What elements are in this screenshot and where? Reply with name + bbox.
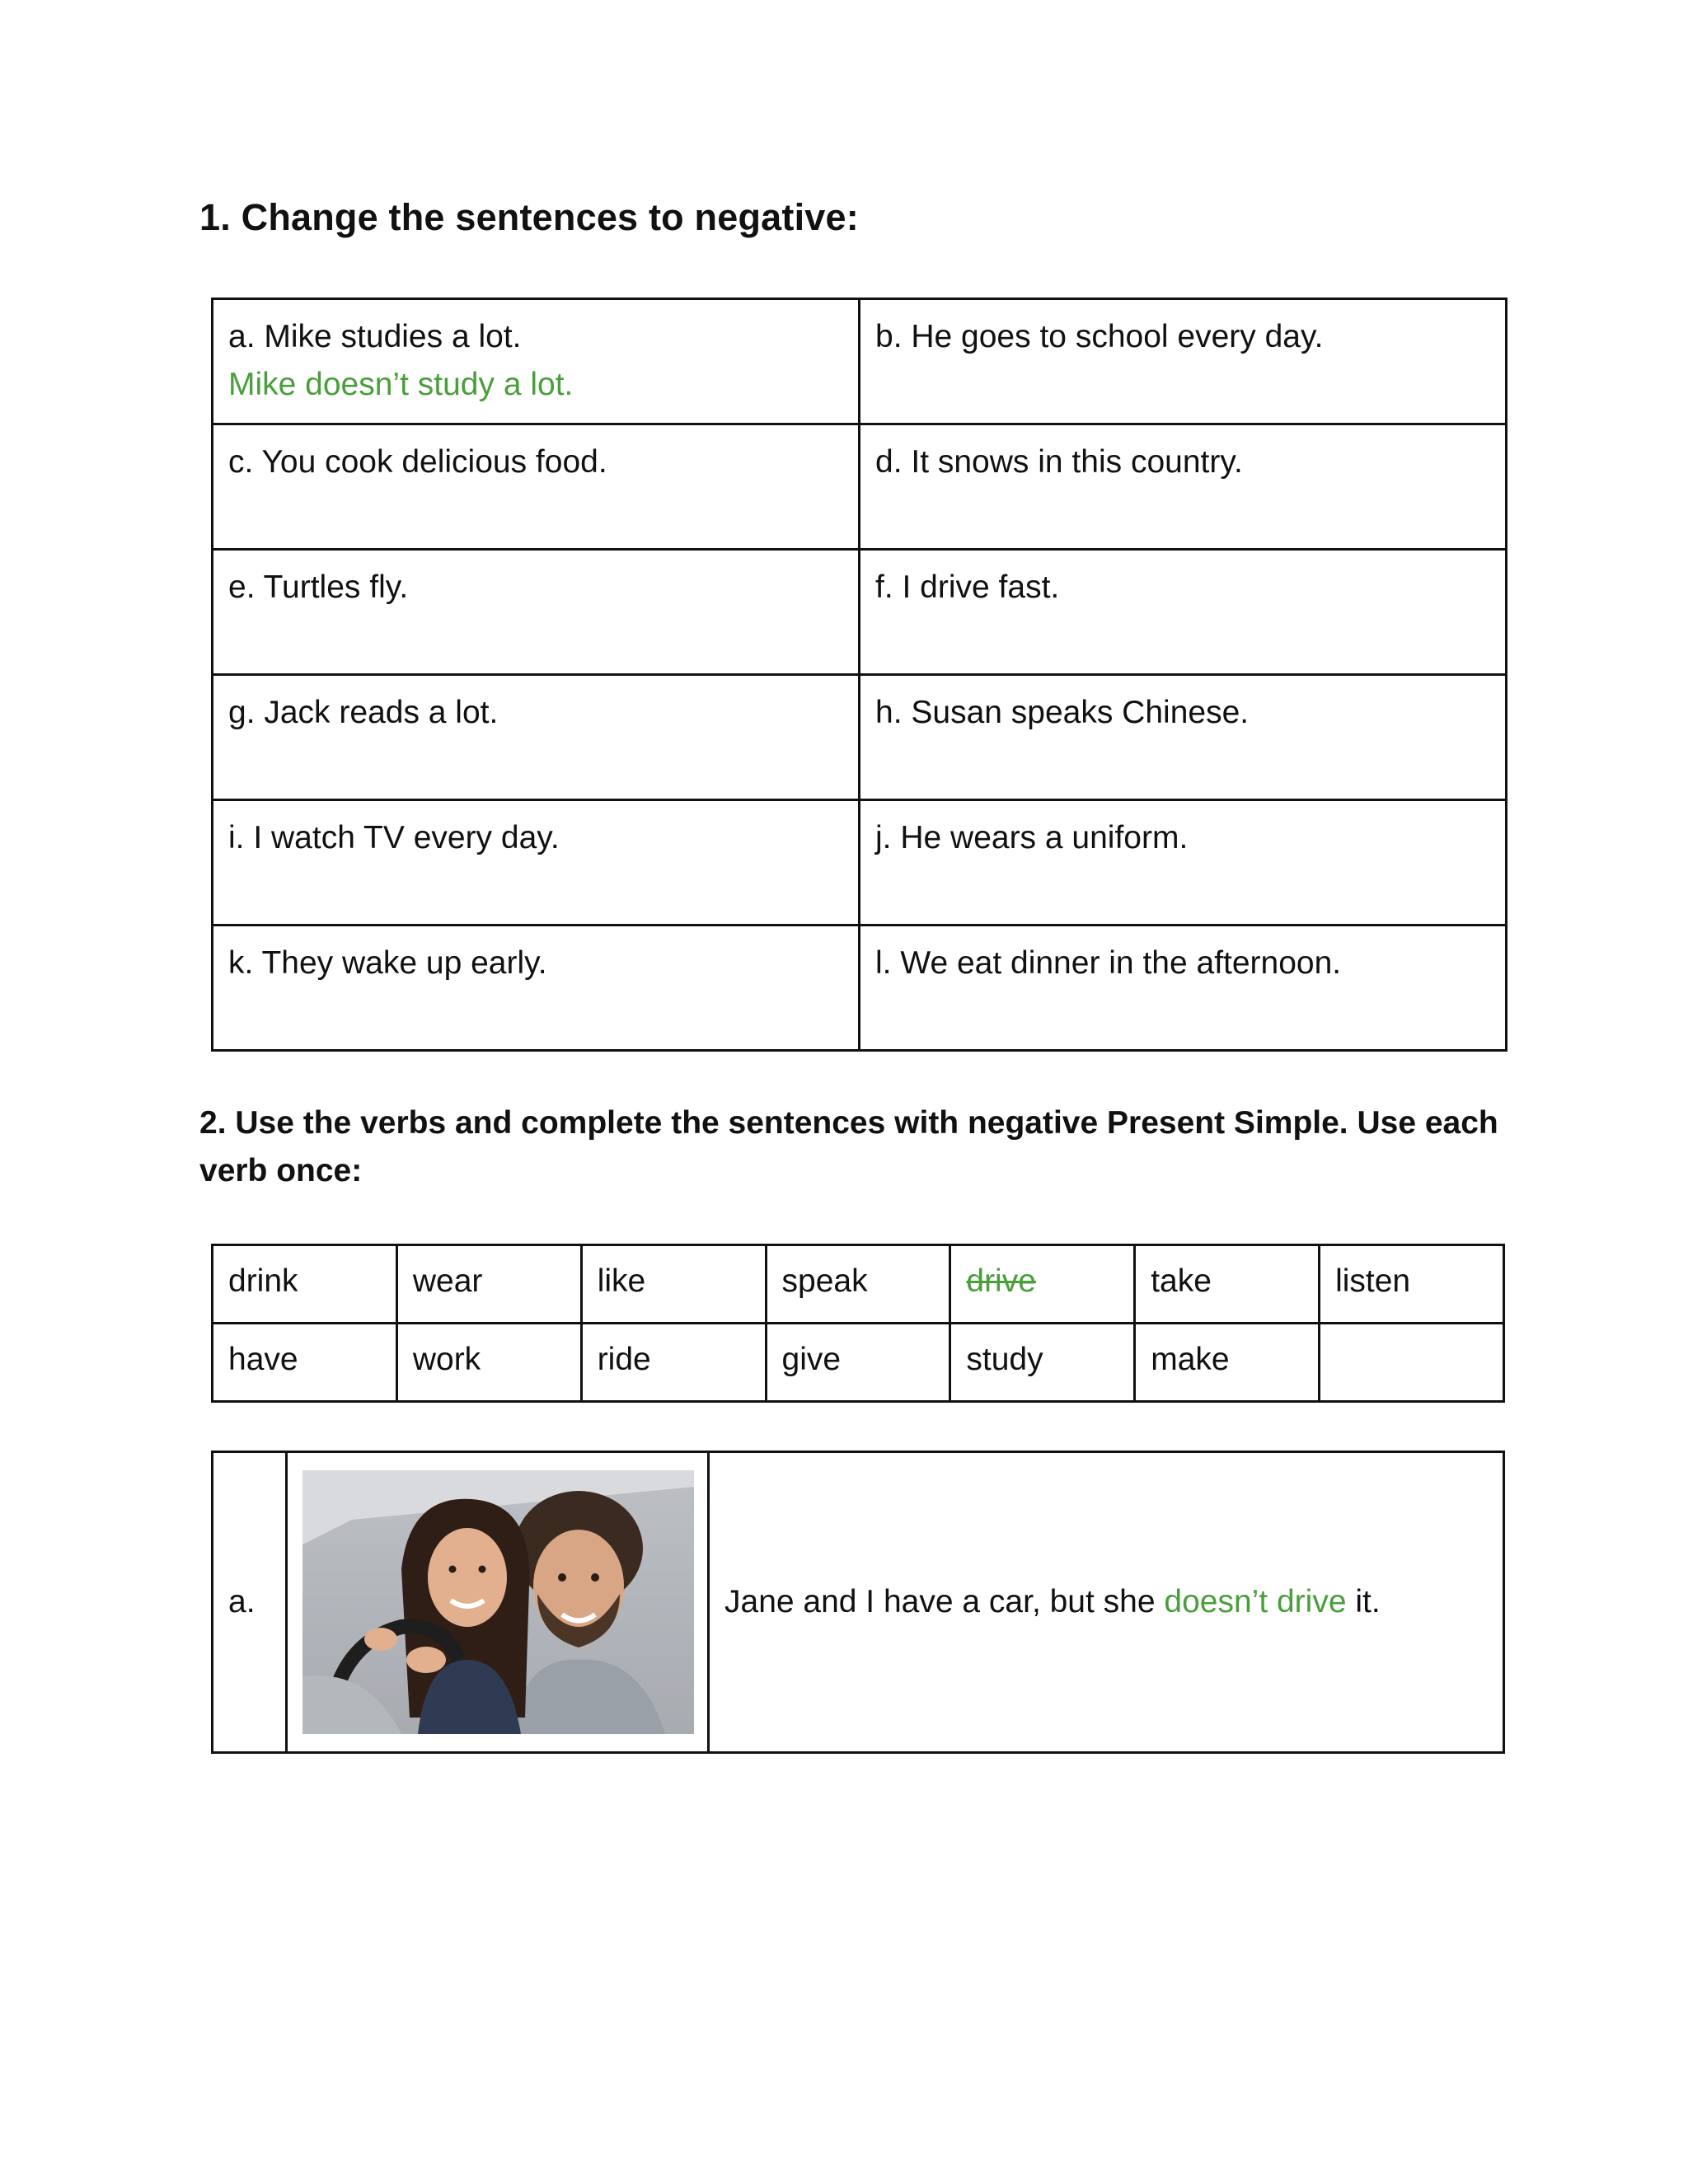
sentence-cell-d [860,424,1507,550]
struck-verb: drive [966,1263,1036,1299]
sentence-cell-g [213,675,860,800]
exercise-1-table [211,298,1507,1052]
verb-cell: drink [213,1245,397,1324]
verb-cell: speak [766,1245,950,1324]
sentence-text: c. You cook delicious food. [228,444,607,480]
verb-cell: have [213,1324,397,1402]
verb-cell-used [950,1245,1135,1324]
verb-cell: work [396,1324,581,1402]
table-row [213,926,1507,1051]
sentence-cell-b [860,299,1507,424]
exercise-1-heading: 1. Change the sentences to negative: [199,196,859,238]
table-row [213,1324,1504,1402]
sentence-text: j. He wears a uniform. [875,820,1189,855]
sentence-text: d. It snows in this country. [875,444,1243,480]
sentence-text: h. Susan speaks Chinese. [875,695,1250,730]
example-sentence-cell [709,1452,1504,1753]
table-row [213,299,1507,424]
sentence-cell-a [213,299,860,424]
sentence-cell-j [860,800,1507,926]
sentence-cell-f [860,550,1507,675]
sentence-cell-c [213,424,860,550]
example-sentence-before: Jane and I have a car, but she [724,1584,1156,1619]
sentence-cell-i [213,800,860,926]
verb-cell: listen [1320,1245,1504,1324]
sentence-text: g. Jack reads a lot. [228,695,499,730]
sentence-cell-l [860,926,1507,1051]
table-row [213,424,1507,550]
table-row [213,800,1507,926]
answer-text: Mike doesn’t study a lot. [228,367,574,402]
table-row [213,1452,1504,1753]
example-sentence-after: it. [1355,1584,1381,1619]
verb-cell: wear [396,1245,581,1324]
table-row [213,1245,1504,1324]
table-row [213,550,1507,675]
sentence-text: a. Mike studies a lot. [228,319,522,354]
exercise-2-heading: 2. Use the verbs and complete the sentences with negative Present Simple. Use each verb once: [199,1105,1498,1188]
example-table [211,1451,1505,1754]
verb-cell: make [1135,1324,1320,1402]
couple-in-car-photo [302,1470,694,1734]
sentence-text: i. I watch TV every day. [228,820,560,855]
verb-cell: study [950,1324,1135,1402]
verb-bank-table [211,1244,1505,1403]
sentence-text: k. They wake up early. [228,945,547,981]
sentence-text: f. I drive fast. [875,569,1060,605]
verb-cell: give [766,1324,950,1402]
photo-cell [287,1452,709,1753]
sentence-cell-k [213,926,860,1051]
example-letter: a. [213,1452,287,1753]
verb-cell: take [1135,1245,1320,1324]
verb-cell: ride [581,1324,766,1402]
verb-cell: like [581,1245,766,1324]
sentence-cell-h [860,675,1507,800]
example-answer: doesn’t drive [1164,1584,1347,1619]
sentence-text: b. He goes to school every day. [875,319,1324,354]
sentence-cell-e [213,550,860,675]
sentence-text: e. Turtles fly. [228,569,409,605]
verb-cell [1320,1324,1504,1402]
table-row [213,675,1507,800]
sentence-text: l. We eat dinner in the afternoon. [875,945,1342,981]
